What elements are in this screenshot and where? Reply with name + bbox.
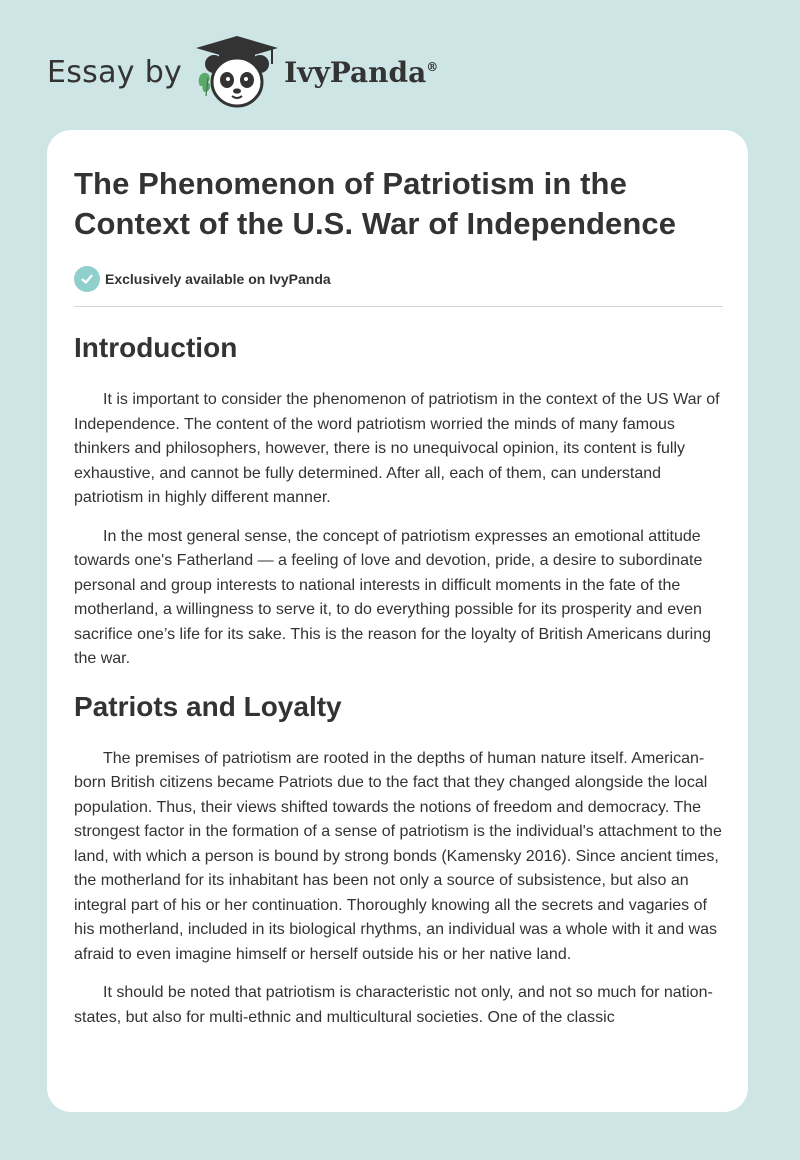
section-heading-introduction: Introduction <box>74 332 238 363</box>
title-line-2: Context of the U.S. War of Independence <box>74 206 677 241</box>
panda-graduate-icon <box>194 34 280 110</box>
essay-by-label: Essay by <box>47 54 183 90</box>
paragraph: In the most general sense, the concept of patriotism expresses an emotional attitude towards one's Fatherland — a feeling of love and devotion, pride, a desire to subordinate personal and group interests to national interests in difficult moments in the fate of the motherland, a willingness to serve it, to do everything possible for its prosperity and even sacrifice one’s life for its sake. This is the reason for the loyalty of British Americans during the war. <box>74 527 712 667</box>
exclusive-badge <box>74 266 724 292</box>
checkmark-icon <box>74 266 100 292</box>
paragraph: It is important to consider the phenomenon of patriotism in the context of the US War of Independence. The content of the word patriotism worried the minds of many famous thinkers and philosophers, however, there is no unequivocal opinion, its content is fully exhaustive, and cannot be fully determined. After all, each of them, can understand patriotism in highly different manner. <box>74 391 720 506</box>
site-header <box>47 34 438 110</box>
divider <box>74 306 723 307</box>
registered-mark: ® <box>426 59 439 74</box>
title-line-1: The Phenomenon of Patriotism in the <box>74 166 627 201</box>
essay-card <box>47 130 748 1112</box>
section-heading-patriots-and-loyalty: Patriots and Loyalty <box>74 690 342 722</box>
exclusive-label: Exclusively available on IvyPanda <box>105 271 331 287</box>
paragraph: The premises of patriotism are rooted in the depths of human nature itself. American-born British citizens became Patriots due to the fact that they changed alongside the local population. Thus, their views shifted towards the notions of freedom and democracy. The strongest factor in the formation of a sense of patriotism is the individual's attachment to the land, with which a person is bound by strong bonds (Kamensky 2016). Since ancient times, the motherland for its inhabitant has been not only a source of subsistence, but also an integral part of his or her continuation. Thoroughly knowing all the secrets and vagaries of his motherland, included in its biological rhythms, an individual was a whole with it and was afraid to even imagine himself or herself outside his or her native land. <box>74 749 722 963</box>
essay-content <box>74 164 724 1030</box>
brand-name[interactable]: IvyPanda® <box>284 55 439 89</box>
paragraph: It should be noted that patriotism is characteristic not only, and not so much for nation-states, but also for multi-ethnic and multicultural societies. One of the classic <box>74 984 713 1026</box>
page-title <box>74 164 724 244</box>
